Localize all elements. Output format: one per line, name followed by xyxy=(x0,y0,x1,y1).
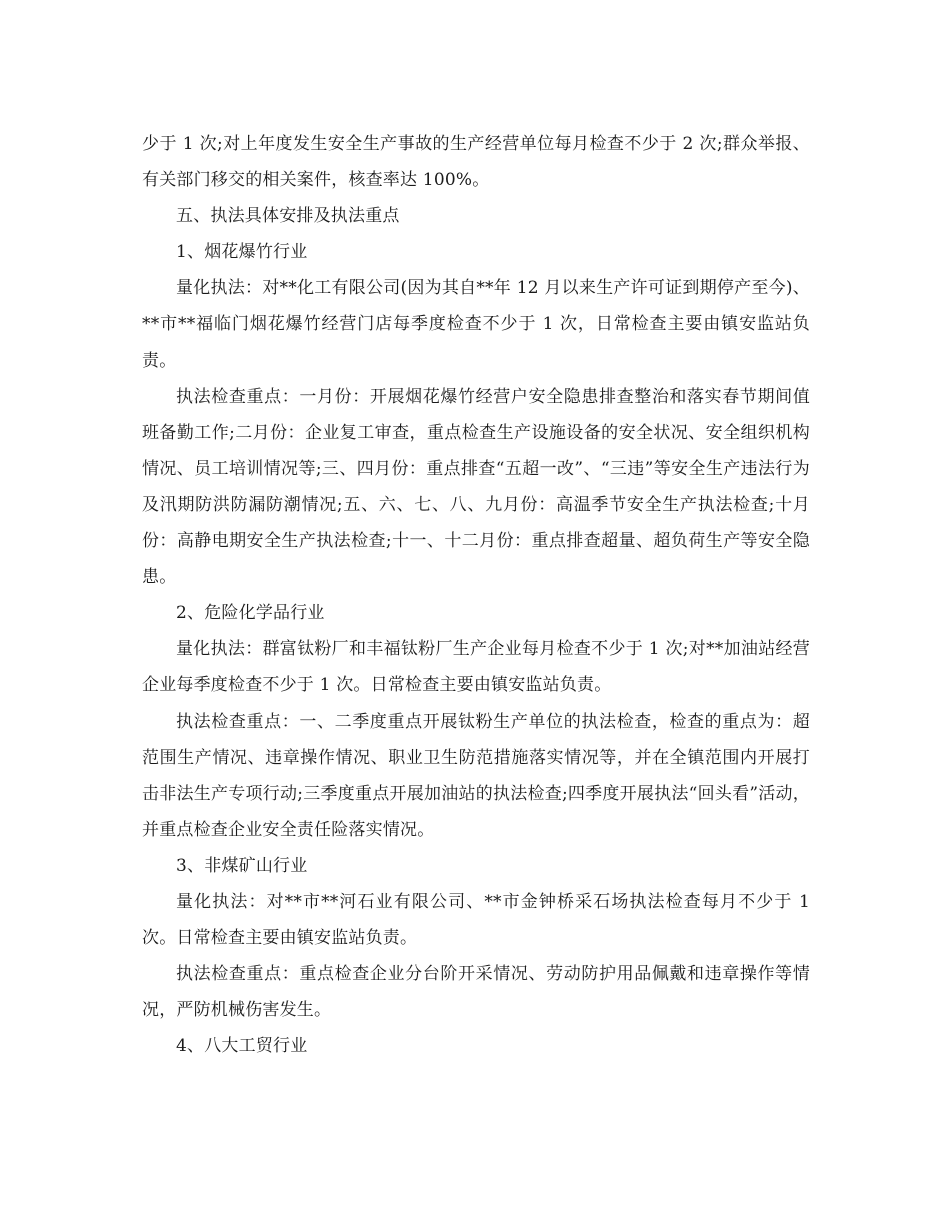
paragraph-continuation: 少于 1 次;对上年度发生安全生产事故的生产经营单位每月检查不少于 2 次;群众举报、有关部门移交的相关案件，核查率达 100%。 xyxy=(142,134,810,191)
paragraph-fireworks-quantified: 量化执法：对**化工有限公司(因为其自**年 12 月以来生产许可证到期停产至今)、**市**福临门烟花爆竹经营门店每季度检查不少于 1 次，日常检查主要由镇安监站负责。 xyxy=(142,278,810,371)
subheading-industry-trade: 4、八大工贸行业 xyxy=(176,1036,308,1057)
section-heading-enforcement-plan: 五、执法具体安排及执法重点 xyxy=(176,206,400,227)
subheading-non-coal-mining: 3、非煤矿山行业 xyxy=(176,855,308,876)
paragraph-mining-focus: 执法检查重点：重点检查企业分台阶开采情况、劳动防护用品佩戴和违章操作等情况，严防机械伤害发生。 xyxy=(142,964,810,1021)
paragraph-mining-quantified: 量化执法：对**市**河石业有限公司、**市金钟桥采石场执法检查每月不少于 1 次。日常检查主要由镇安监站负责。 xyxy=(142,891,810,949)
paragraph-fireworks-focus: 执法检查重点：一月份：开展烟花爆竹经营户安全隐患排查整治和落实春节期间值班备勤工作;二月份：企业复工审查，重点检查生产设施设备的安全状况、安全组织机构情况、员工培训情况等;三、四月份：重点排查“五超一改”、“三违”等安全生产违法行为及汛期防洪防漏防潮情况;五、六、七、八、九月份：高温季节安全生产执法检查;十月份：高静电期安全生产执法检查;十一、十二月份：重点排查超量、超负荷生产等安全隐患。 xyxy=(142,386,810,588)
subheading-hazardous-chemicals: 2、危险化学品行业 xyxy=(176,603,325,624)
paragraph-chemicals-focus: 执法检查重点：一、二季度重点开展钛粉生产单位的执法检查，检查的重点为：超范围生产情况、违章操作情况、职业卫生防范措施落实情况等，并在全镇范围内开展打击非法生产专项行动;三季度重点开展加油站的执法检查;四季度开展执法“回头看”活动，并重点检查企业安全责任险落实情况。 xyxy=(142,711,810,840)
paragraph-chemicals-quantified: 量化执法：群富钛粉厂和丰福钛粉厂生产企业每月检查不少于 1 次;对**加油站经营企业每季度检查不少于 1 次。日常检查主要由镇安监站负责。 xyxy=(142,639,810,696)
subheading-fireworks: 1、烟花爆竹行业 xyxy=(176,242,308,263)
document-body xyxy=(142,126,810,1064)
